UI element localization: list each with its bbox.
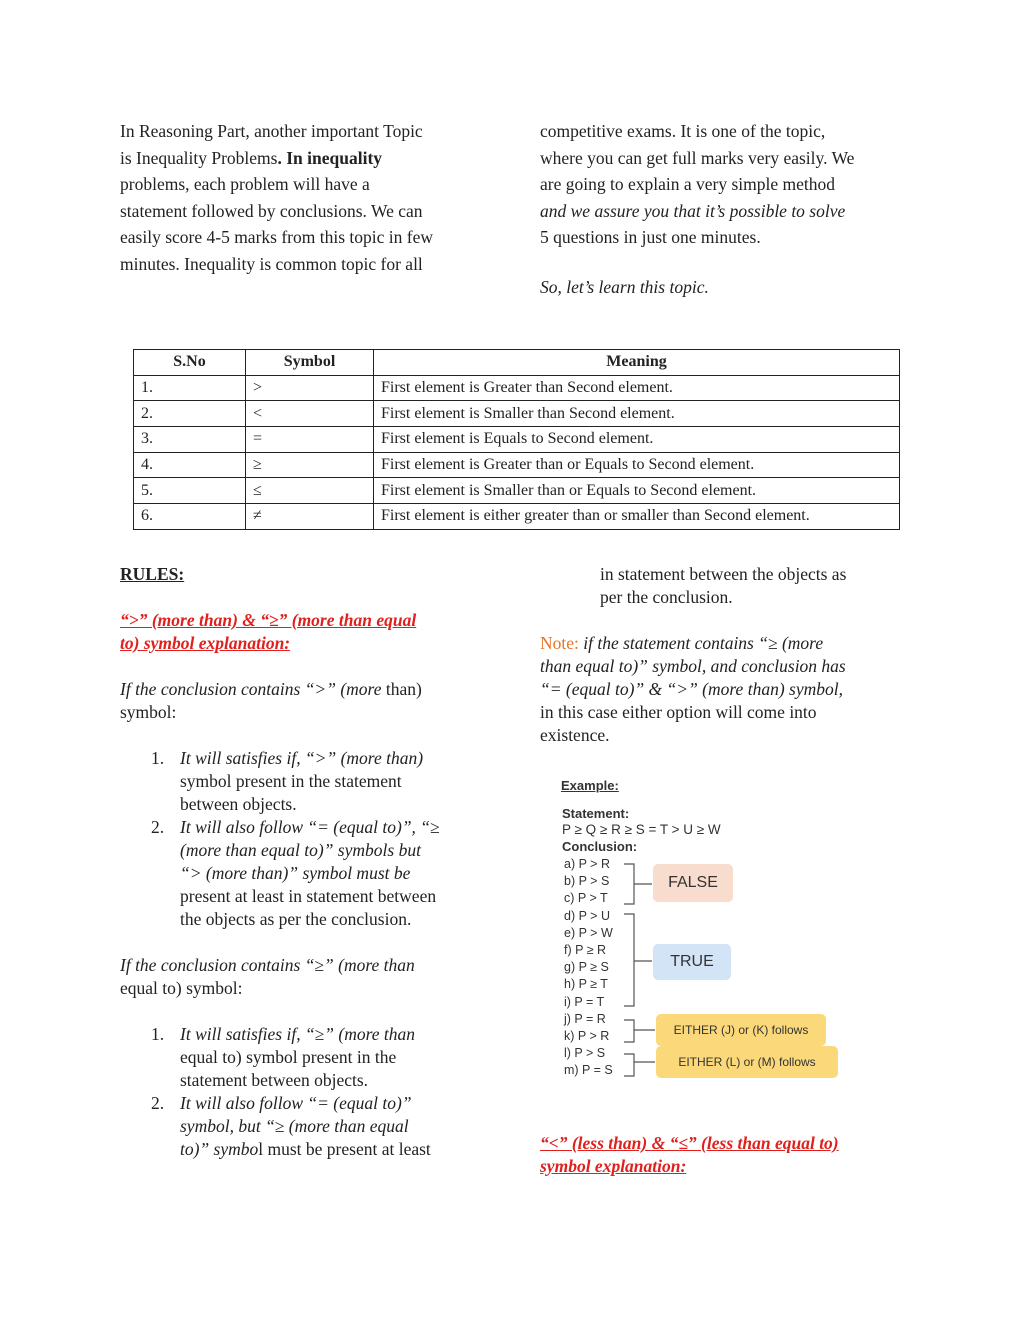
intro-right: [540, 118, 920, 300]
intro-right-line: competitive exams. It is one of the topic,: [540, 121, 826, 141]
header-sno: S.No: [134, 350, 246, 376]
bracket-either-1: [624, 1020, 655, 1042]
intro-left: [120, 118, 500, 277]
statement-label: Statement:: [562, 806, 630, 821]
list-text: between objects.: [180, 794, 297, 814]
rule-list-1: [120, 747, 500, 931]
table-row: [134, 375, 900, 401]
table-row: [134, 401, 900, 427]
list-text: statement between objects.: [180, 1070, 369, 1090]
note-label: Note:: [540, 633, 579, 653]
intro-text: . In inequality: [277, 147, 383, 168]
cell-sno: 4.: [134, 452, 246, 478]
intro-left-line: [120, 145, 500, 172]
intro-left-line: In Reasoning Part, another important Topic: [120, 121, 423, 141]
cell-meaning: First element is Smaller than or Equals to Second element.: [374, 478, 900, 504]
rule-list-2: [120, 1023, 500, 1161]
intro-left-line: easily score 4-5 marks from this topic in few: [120, 227, 433, 247]
table-row: [134, 504, 900, 530]
conclusion-text: symbol:: [120, 702, 177, 722]
list-number: 2.: [151, 817, 165, 837]
more-than-heading: [120, 609, 500, 655]
heading-line: “<” (less than) & “≤” (less than equal to): [540, 1133, 839, 1153]
cell-symbol: ≥: [246, 452, 374, 478]
list-text: to)” symbo: [180, 1139, 259, 1159]
table-row: [134, 478, 900, 504]
list-text: equal to) symbol present in the: [180, 1047, 397, 1067]
list-item: b) P > S: [564, 874, 610, 889]
list-text: present at least in statement between: [180, 886, 437, 906]
intro-right-line: are going to explain a very simple method: [540, 174, 835, 194]
table-row: [134, 427, 900, 453]
list-item: [120, 747, 500, 816]
list-item: c) P > T: [564, 891, 608, 906]
cell-meaning: First element is either greater than or smaller than Second element.: [374, 504, 900, 530]
conclusion-more-than: [120, 678, 500, 724]
table-row: [134, 452, 900, 478]
cell-meaning: First element is Equals to Second element.: [374, 427, 900, 453]
cell-sno: 3.: [134, 427, 246, 453]
example-title: Example:: [561, 778, 619, 793]
list-item: [120, 816, 500, 931]
cell-symbol: >: [246, 375, 374, 401]
list-text: It will satisfies if, “≥” (more than: [180, 1024, 416, 1044]
statement-text: P ≥ Q ≥ R ≥ S = T > U ≥ W: [562, 822, 721, 837]
list-item: [120, 1023, 500, 1092]
note-text: than equal to)” symbol, and conclusion has: [540, 656, 846, 676]
cell-meaning: First element is Greater than Second element.: [374, 375, 900, 401]
cell-sno: 5.: [134, 478, 246, 504]
conclusion-text: If the conclusion contains “>” (more: [120, 679, 382, 699]
list-item: a) P > R: [564, 857, 610, 871]
list-text: (more than equal to)” symbols but: [180, 840, 421, 860]
true-badge: TRUE: [653, 944, 731, 980]
heading-line: symbol explanation:: [540, 1156, 687, 1176]
cell-symbol: =: [246, 427, 374, 453]
cell-symbol: ≤: [246, 478, 374, 504]
intro-right-line: and we assure you that it’s possible to solve: [540, 200, 846, 221]
list-item: h) P ≥ T: [564, 977, 608, 992]
conclusion-text: If the conclusion contains “≥” (more than: [120, 955, 415, 975]
list-number: 1.: [151, 748, 165, 768]
list-item: e) P > W: [564, 925, 613, 940]
conclusion-more-equal: [120, 954, 500, 1000]
symbol-table: [133, 349, 900, 530]
conclusion-text: equal to) symbol:: [120, 978, 243, 998]
list-text: It will satisfies if, “>” (more than): [180, 748, 424, 768]
bracket-false: [624, 864, 652, 904]
intro-right-line: where you can get full marks very easily. We: [540, 147, 855, 168]
header-symbol: Symbol: [246, 350, 374, 376]
list-text: It will also follow “= (equal to)”, “≥: [180, 817, 440, 837]
heading-line: “>” (more than) & “≥” (more than equal: [120, 610, 417, 630]
cell-sno: 6.: [134, 504, 246, 530]
list-number: 2.: [151, 1093, 165, 1113]
list-text: in statement between the objects as: [600, 564, 847, 584]
heading-line: to) symbol explanation:: [120, 633, 291, 653]
less-than-heading: [540, 1132, 920, 1178]
false-badge: FALSE: [653, 864, 733, 902]
rules-right: [540, 563, 920, 747]
continued-text: [540, 563, 920, 609]
either-badge: EITHER (L) or (M) follows: [656, 1046, 838, 1078]
note-text: in this case either option will come into: [540, 702, 817, 722]
list-item: g) P ≥ S: [564, 960, 609, 975]
note-text: if the statement contains “≥ (more: [578, 633, 824, 653]
cell-symbol: <: [246, 401, 374, 427]
rules-title: RULES:: [120, 564, 185, 584]
list-text: It will also follow “= (equal to)”: [180, 1093, 412, 1113]
list-text: per the conclusion.: [600, 587, 733, 607]
list-item: l) P > S: [564, 1046, 606, 1061]
intro-highlight: is Inequality Problems: [120, 147, 278, 168]
list-item: m) P = S: [564, 1063, 613, 1078]
cell-sno: 2.: [134, 401, 246, 427]
intro-closing: So, let’s learn this topic.: [540, 276, 709, 297]
conclusion-label: Conclusion:: [562, 839, 638, 854]
bracket-true: [624, 914, 652, 1006]
list-item: [120, 1092, 500, 1161]
list-item: f) P ≥ R: [564, 943, 607, 958]
cell-sno: 1.: [134, 375, 246, 401]
bracket-either-2: [624, 1054, 655, 1076]
note-text: “= (equal to)” & “>” (more than) symbol,: [540, 679, 843, 699]
list-item: k) P > R: [564, 1029, 610, 1044]
intro-left-line: statement followed by conclusions. We can: [120, 200, 423, 221]
list-text: the objects as per the conclusion.: [180, 909, 412, 929]
list-item: d) P > U: [564, 908, 610, 923]
example-figure: [560, 778, 850, 1088]
either-badge: EITHER (J) or (K) follows: [656, 1014, 826, 1046]
header-meaning: Meaning: [374, 350, 900, 376]
list-number: 1.: [151, 1024, 165, 1044]
list-text: “> (more than)” symbol must be: [180, 863, 411, 883]
note-text: existence.: [540, 725, 610, 745]
list-item: j) P = R: [564, 1011, 606, 1026]
table-header-row: [134, 350, 900, 376]
list-text: symbol, but “≥ (more than equal: [180, 1116, 409, 1136]
rules-left: [120, 563, 500, 1161]
intro-left-line: problems, each problem will have a: [120, 174, 370, 194]
note-block: [540, 632, 920, 747]
cell-meaning: First element is Smaller than Second element.: [374, 401, 900, 427]
list-item: i) P = T: [564, 994, 605, 1009]
intro-left-line: minutes. Inequality is common topic for all: [120, 253, 423, 274]
list-text: l must be present at least: [258, 1139, 431, 1159]
conclusion-text: than): [381, 679, 422, 699]
intro-right-line: 5 questions in just one minutes.: [540, 227, 761, 247]
list-text: symbol present in the statement: [180, 771, 402, 791]
cell-symbol: ≠: [246, 504, 374, 530]
cell-meaning: First element is Greater than or Equals to Second element.: [374, 452, 900, 478]
